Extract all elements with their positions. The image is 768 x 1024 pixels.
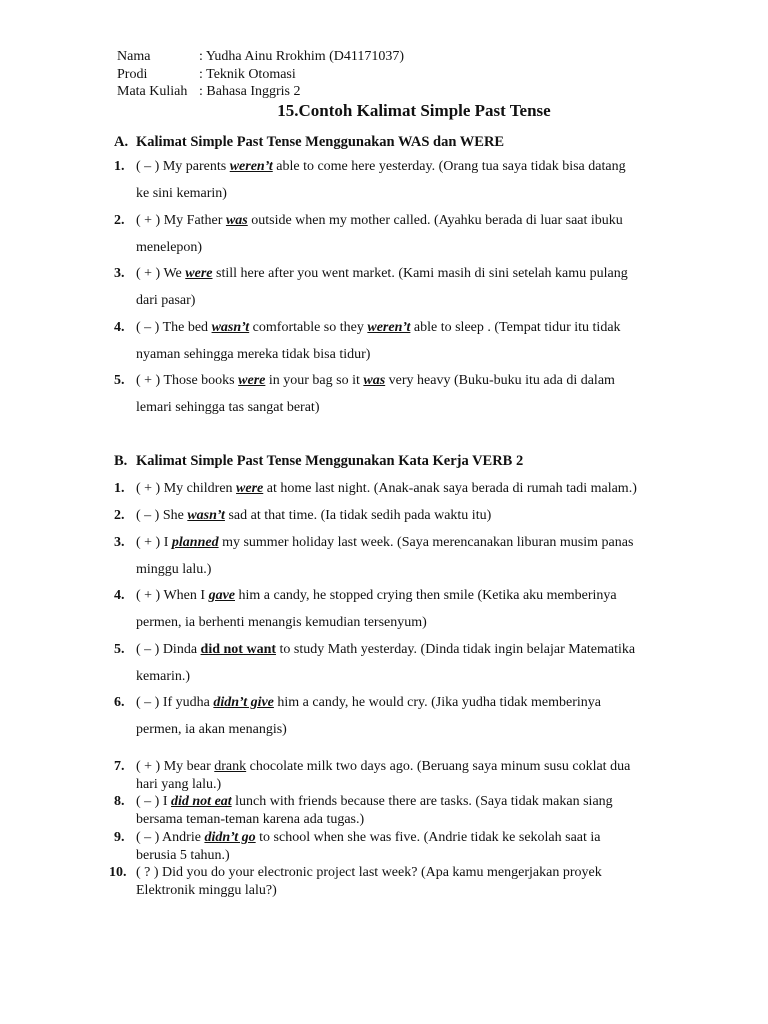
sentence-continuation: berusia 5 tahun.)	[136, 848, 230, 863]
sentence-continuation: hari yang lalu.)	[136, 777, 222, 792]
item-number: 1.	[114, 481, 125, 496]
prodi-value: : Teknik Otomasi	[199, 67, 296, 82]
highlighted-verb: was	[363, 373, 386, 388]
sentence-text: ( – ) My parents	[136, 159, 230, 174]
sentence-text: ( + ) When I	[136, 588, 209, 603]
sentence-line	[136, 265, 628, 283]
sentence-text: ( + ) We	[136, 266, 186, 281]
course-value: : Bahasa Inggris 2	[199, 84, 301, 99]
section-a-letter: A.	[114, 134, 129, 150]
sentence-text: ( – ) Dinda	[136, 642, 201, 657]
sentence-line	[136, 694, 601, 712]
sentence-continuation: lemari sehingga tas sangat berat)	[136, 400, 320, 415]
sentence-line	[136, 507, 491, 525]
sentence-continuation: nyaman sehingga mereka tidak bisa tidur)	[136, 347, 371, 362]
sentence-line	[136, 372, 615, 390]
sentence-text: comfortable so they	[249, 320, 368, 335]
name-label: Nama	[117, 49, 151, 64]
sentence-text: chocolate milk two days ago. (Beruang saya minum susu coklat dua	[246, 759, 631, 774]
highlighted-verb: didn’t give	[213, 695, 274, 710]
highlighted-verb: wasn’t	[187, 508, 225, 523]
section-b-letter: B.	[114, 453, 128, 469]
highlighted-verb: gave	[208, 588, 235, 603]
sentence-text: very heavy (Buku-buku itu ada di dalam	[385, 373, 615, 388]
item-number: 5.	[114, 373, 125, 388]
sentence-line	[136, 212, 623, 230]
sentence-line	[136, 829, 601, 847]
item-number: 6.	[114, 695, 125, 710]
highlighted-verb: wasn’t	[211, 320, 250, 335]
sentence-continuation: dari pasar)	[136, 293, 196, 308]
item-number: 2.	[114, 213, 125, 228]
name-value: : Yudha Ainu Rrokhim (D41171037)	[199, 49, 405, 64]
sentence-continuation: Elektronik minggu lalu?)	[136, 883, 277, 898]
sentence-text: to study Math yesterday. (Dinda tidak ingin belajar Matematika	[276, 642, 636, 657]
sentence-text: ( – ) She	[136, 508, 188, 523]
highlighted-verb: were	[236, 481, 264, 496]
course-label: Mata Kuliah	[117, 84, 188, 99]
item-number: 7.	[114, 759, 125, 774]
item-number: 3.	[114, 535, 125, 550]
sentence-continuation: menelepon)	[136, 240, 203, 255]
sentence-text: sad at that time. (Ia tidak sedih pada waktu itu)	[224, 508, 492, 523]
highlighted-verb: didn’t go	[204, 830, 256, 845]
item-number: 9.	[114, 830, 125, 845]
sentence-line	[136, 534, 633, 552]
highlighted-verb: planned	[171, 535, 219, 550]
sentence-line	[136, 480, 637, 498]
sentence-text: ( + ) My children	[136, 481, 237, 496]
item-number: 2.	[114, 508, 125, 523]
sentence-continuation: minggu lalu.)	[136, 562, 212, 577]
highlighted-verb: weren’t	[229, 159, 273, 174]
sentence-line	[136, 158, 626, 176]
sentence-text: outside when my mother called. (Ayahku berada di luar saat ibuku	[247, 213, 623, 228]
sentence-text: lunch with friends because there are tasks. (Saya tidak makan siang	[231, 794, 613, 809]
item-number: 10.	[109, 865, 127, 880]
sentence-text: ( + ) My bear	[136, 759, 215, 774]
highlighted-verb: was	[225, 213, 248, 228]
highlighted-verb: weren’t	[367, 320, 411, 335]
sentence-line	[136, 319, 621, 337]
item-number: 8.	[114, 794, 125, 809]
sentence-line	[136, 758, 630, 776]
sentence-text: ( + ) I	[136, 535, 172, 550]
sentence-line: ( ? ) Did you do your electronic project last week? (Apa kamu mengerjakan proyek	[136, 865, 602, 880]
sentence-text: still here after you went market. (Kami masih di sini setelah kamu pulang	[212, 266, 628, 281]
sentence-text: able to sleep . (Tempat tidur itu tidak	[410, 320, 621, 335]
section-a-heading	[114, 133, 505, 151]
sentence-text: at home last night. (Anak-anak saya berada di rumah tadi malam.)	[263, 481, 637, 496]
sentence-text: my summer holiday last week. (Saya merencanakan liburan musim panas	[218, 535, 634, 550]
sentence-line	[136, 793, 613, 811]
sentence-continuation: bersama teman-teman karena ada tugas.)	[136, 812, 365, 827]
item-number: 3.	[114, 266, 125, 281]
sentence-text: to school when she was five. (Andrie tidak ke sekolah saat ia	[255, 830, 601, 845]
highlighted-verb: drank	[214, 759, 247, 774]
sentence-text: him a candy, he stopped crying then smile (Ketika aku memberinya	[235, 588, 617, 603]
sentence-continuation: permen, ia berhenti menangis kemudian tersenyum)	[136, 615, 427, 630]
item-number: 4.	[114, 588, 125, 603]
sentence-text: ( + ) Those books	[136, 373, 239, 388]
sentence-text: ( – ) The bed	[136, 320, 212, 335]
sentence-continuation: ke sini kemarin)	[136, 186, 227, 201]
sentence-text: ( – ) I	[136, 794, 171, 809]
section-b-heading	[114, 452, 524, 470]
section-a-title: Kalimat Simple Past Tense Menggunakan WAS dan WERE	[136, 134, 505, 150]
sentence-text: in your bag so it	[265, 373, 364, 388]
prodi-label: Prodi	[117, 67, 148, 82]
sentence-line	[136, 587, 617, 605]
highlighted-verb: did not eat	[171, 794, 232, 809]
sentence-text: ( + ) My Father	[136, 213, 226, 228]
sentence-text: him a candy, he would cry. (Jika yudha tidak memberinya	[273, 695, 601, 710]
sentence-text: ( – ) Andrie	[136, 830, 205, 845]
sentence-continuation: kemarin.)	[136, 669, 191, 684]
highlighted-verb: did not want	[200, 642, 277, 657]
section-b-title: Kalimat Simple Past Tense Menggunakan Kata Kerja VERB 2	[136, 453, 524, 469]
page-title: 15.Contoh Kalimat Simple Past Tense	[277, 101, 551, 120]
highlighted-verb: were	[185, 266, 213, 281]
sentence-text: able to come here yesterday. (Orang tua saya tidak bisa datang	[272, 159, 626, 174]
sentence-continuation: permen, ia akan menangis)	[136, 722, 287, 737]
sentence-line	[136, 641, 635, 659]
highlighted-verb: were	[238, 373, 266, 388]
item-number: 5.	[114, 642, 125, 657]
sentence-text: ( – ) If yudha	[136, 695, 214, 710]
item-number: 4.	[114, 320, 125, 335]
item-number: 1.	[114, 159, 125, 174]
